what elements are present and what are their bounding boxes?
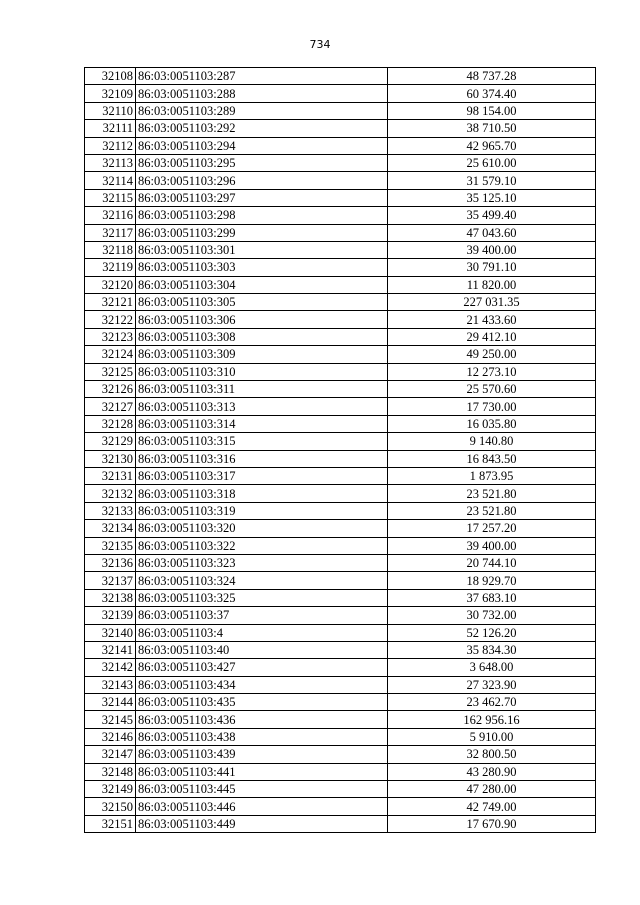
value-cell: 18 929.70 — [388, 572, 596, 589]
row-number-cell: 32118 — [85, 241, 136, 258]
cadastral-number-cell: 86:03:0051103:289 — [136, 102, 388, 119]
value-cell: 11 820.00 — [388, 276, 596, 293]
value-cell: 37 683.10 — [388, 589, 596, 606]
table-row — [85, 624, 596, 641]
row-number-cell: 32150 — [85, 798, 136, 815]
row-number-cell: 32119 — [85, 259, 136, 276]
row-number-cell: 32149 — [85, 781, 136, 798]
row-number-cell: 32121 — [85, 294, 136, 311]
cadastral-number-cell: 86:03:0051103:427 — [136, 659, 388, 676]
row-number-cell: 32137 — [85, 572, 136, 589]
cadastral-number-cell: 86:03:0051103:441 — [136, 763, 388, 780]
cadastral-number-cell: 86:03:0051103:287 — [136, 68, 388, 85]
table-row — [85, 607, 596, 624]
value-cell: 39 400.00 — [388, 241, 596, 258]
table-row — [85, 450, 596, 467]
row-number-cell: 32114 — [85, 172, 136, 189]
cadastral-number-cell: 86:03:0051103:439 — [136, 746, 388, 763]
value-cell: 227 031.35 — [388, 294, 596, 311]
cadastral-number-cell: 86:03:0051103:315 — [136, 433, 388, 450]
table-row — [85, 311, 596, 328]
table-row — [85, 467, 596, 484]
cadastral-number-cell: 86:03:0051103:301 — [136, 241, 388, 258]
cadastral-number-cell: 86:03:0051103:438 — [136, 728, 388, 745]
table-row — [85, 589, 596, 606]
table-row — [85, 746, 596, 763]
value-cell: 47 280.00 — [388, 781, 596, 798]
table-row — [85, 554, 596, 571]
value-cell: 43 280.90 — [388, 763, 596, 780]
cadastral-number-cell: 86:03:0051103:4 — [136, 624, 388, 641]
row-number-cell: 32151 — [85, 815, 136, 832]
value-cell: 16 035.80 — [388, 415, 596, 432]
row-number-cell: 32127 — [85, 398, 136, 415]
table-row — [85, 781, 596, 798]
table-body — [85, 68, 596, 833]
cadastral-number-cell: 86:03:0051103:436 — [136, 711, 388, 728]
row-number-cell: 32144 — [85, 694, 136, 711]
value-cell: 25 610.00 — [388, 154, 596, 171]
value-cell: 48 737.28 — [388, 68, 596, 85]
table-row — [85, 641, 596, 658]
value-cell: 3 648.00 — [388, 659, 596, 676]
row-number-cell: 32130 — [85, 450, 136, 467]
table-row — [85, 224, 596, 241]
cadastral-number-cell: 86:03:0051103:37 — [136, 607, 388, 624]
row-number-cell: 32142 — [85, 659, 136, 676]
table-row — [85, 189, 596, 206]
value-cell: 17 257.20 — [388, 520, 596, 537]
value-cell: 30 732.00 — [388, 607, 596, 624]
row-number-cell: 32131 — [85, 467, 136, 484]
cadastral-number-cell: 86:03:0051103:325 — [136, 589, 388, 606]
row-number-cell: 32124 — [85, 346, 136, 363]
table-row — [85, 172, 596, 189]
table-row — [85, 85, 596, 102]
cadastral-number-cell: 86:03:0051103:304 — [136, 276, 388, 293]
table-row — [85, 363, 596, 380]
cadastral-number-cell: 86:03:0051103:322 — [136, 537, 388, 554]
value-cell: 31 579.10 — [388, 172, 596, 189]
cadastral-number-cell: 86:03:0051103:288 — [136, 85, 388, 102]
cadastral-number-cell: 86:03:0051103:313 — [136, 398, 388, 415]
value-cell: 30 791.10 — [388, 259, 596, 276]
value-cell: 27 323.90 — [388, 676, 596, 693]
value-cell: 29 412.10 — [388, 328, 596, 345]
table-row — [85, 381, 596, 398]
row-number-cell: 32126 — [85, 381, 136, 398]
cadastral-number-cell: 86:03:0051103:40 — [136, 641, 388, 658]
cadastral-number-cell: 86:03:0051103:320 — [136, 520, 388, 537]
cadastral-number-cell: 86:03:0051103:445 — [136, 781, 388, 798]
cadastral-value-table — [84, 67, 596, 833]
cadastral-number-cell: 86:03:0051103:446 — [136, 798, 388, 815]
cadastral-number-cell: 86:03:0051103:296 — [136, 172, 388, 189]
table-row — [85, 502, 596, 519]
cadastral-number-cell: 86:03:0051103:292 — [136, 120, 388, 137]
table-row — [85, 676, 596, 693]
table-row — [85, 815, 596, 832]
value-cell: 35 499.40 — [388, 207, 596, 224]
row-number-cell: 32122 — [85, 311, 136, 328]
value-cell: 17 670.90 — [388, 815, 596, 832]
table-row — [85, 207, 596, 224]
cadastral-number-cell: 86:03:0051103:305 — [136, 294, 388, 311]
cadastral-number-cell: 86:03:0051103:308 — [136, 328, 388, 345]
cadastral-number-cell: 86:03:0051103:317 — [136, 467, 388, 484]
row-number-cell: 32116 — [85, 207, 136, 224]
row-number-cell: 32108 — [85, 68, 136, 85]
table-row — [85, 433, 596, 450]
page-number: 734 — [309, 38, 331, 51]
value-cell: 35 834.30 — [388, 641, 596, 658]
cadastral-number-cell: 86:03:0051103:324 — [136, 572, 388, 589]
cadastral-number-cell: 86:03:0051103:295 — [136, 154, 388, 171]
row-number-cell: 32145 — [85, 711, 136, 728]
row-number-cell: 32123 — [85, 328, 136, 345]
row-number-cell: 32109 — [85, 85, 136, 102]
row-number-cell: 32110 — [85, 102, 136, 119]
value-cell: 32 800.50 — [388, 746, 596, 763]
row-number-cell: 32143 — [85, 676, 136, 693]
row-number-cell: 32148 — [85, 763, 136, 780]
cadastral-number-cell: 86:03:0051103:298 — [136, 207, 388, 224]
table-row — [85, 798, 596, 815]
table-row — [85, 276, 596, 293]
value-cell: 5 910.00 — [388, 728, 596, 745]
row-number-cell: 32132 — [85, 485, 136, 502]
row-number-cell: 32140 — [85, 624, 136, 641]
value-cell: 38 710.50 — [388, 120, 596, 137]
table-row — [85, 137, 596, 154]
table-row — [85, 763, 596, 780]
table-row — [85, 694, 596, 711]
table-row — [85, 520, 596, 537]
value-cell: 23 462.70 — [388, 694, 596, 711]
cadastral-number-cell: 86:03:0051103:306 — [136, 311, 388, 328]
row-number-cell: 32135 — [85, 537, 136, 554]
table-row — [85, 102, 596, 119]
row-number-cell: 32113 — [85, 154, 136, 171]
value-cell: 35 125.10 — [388, 189, 596, 206]
value-cell: 47 043.60 — [388, 224, 596, 241]
value-cell: 21 433.60 — [388, 311, 596, 328]
value-cell: 49 250.00 — [388, 346, 596, 363]
row-number-cell: 32112 — [85, 137, 136, 154]
table-row — [85, 659, 596, 676]
cadastral-number-cell: 86:03:0051103:294 — [136, 137, 388, 154]
cadastral-number-cell: 86:03:0051103:309 — [136, 346, 388, 363]
value-cell: 17 730.00 — [388, 398, 596, 415]
row-number-cell: 32120 — [85, 276, 136, 293]
row-number-cell: 32117 — [85, 224, 136, 241]
table-row — [85, 328, 596, 345]
value-cell: 52 126.20 — [388, 624, 596, 641]
row-number-cell: 32129 — [85, 433, 136, 450]
row-number-cell: 32115 — [85, 189, 136, 206]
table-row — [85, 154, 596, 171]
row-number-cell: 32133 — [85, 502, 136, 519]
value-cell: 23 521.80 — [388, 502, 596, 519]
value-cell: 42 965.70 — [388, 137, 596, 154]
cadastral-number-cell: 86:03:0051103:311 — [136, 381, 388, 398]
value-cell: 25 570.60 — [388, 381, 596, 398]
row-number-cell: 32141 — [85, 641, 136, 658]
cadastral-number-cell: 86:03:0051103:434 — [136, 676, 388, 693]
cadastral-number-cell: 86:03:0051103:316 — [136, 450, 388, 467]
row-number-cell: 32146 — [85, 728, 136, 745]
cadastral-number-cell: 86:03:0051103:319 — [136, 502, 388, 519]
row-number-cell: 32138 — [85, 589, 136, 606]
table-row — [85, 346, 596, 363]
table-row — [85, 485, 596, 502]
value-cell: 20 744.10 — [388, 554, 596, 571]
value-cell: 9 140.80 — [388, 433, 596, 450]
value-cell: 39 400.00 — [388, 537, 596, 554]
cadastral-number-cell: 86:03:0051103:323 — [136, 554, 388, 571]
cadastral-number-cell: 86:03:0051103:314 — [136, 415, 388, 432]
cadastral-number-cell: 86:03:0051103:435 — [136, 694, 388, 711]
row-number-cell: 32136 — [85, 554, 136, 571]
value-cell: 42 749.00 — [388, 798, 596, 815]
value-cell: 23 521.80 — [388, 485, 596, 502]
table-row — [85, 68, 596, 85]
table-row — [85, 572, 596, 589]
value-cell: 12 273.10 — [388, 363, 596, 380]
cadastral-number-cell: 86:03:0051103:449 — [136, 815, 388, 832]
table-row — [85, 711, 596, 728]
table-row — [85, 259, 596, 276]
cadastral-number-cell: 86:03:0051103:297 — [136, 189, 388, 206]
cadastral-number-cell: 86:03:0051103:303 — [136, 259, 388, 276]
table-row — [85, 728, 596, 745]
table-row — [85, 398, 596, 415]
table-row — [85, 415, 596, 432]
row-number-cell: 32125 — [85, 363, 136, 380]
row-number-cell: 32128 — [85, 415, 136, 432]
value-cell: 16 843.50 — [388, 450, 596, 467]
row-number-cell: 32147 — [85, 746, 136, 763]
value-cell: 162 956.16 — [388, 711, 596, 728]
row-number-cell: 32139 — [85, 607, 136, 624]
value-cell: 1 873.95 — [388, 467, 596, 484]
table-row — [85, 241, 596, 258]
value-cell: 60 374.40 — [388, 85, 596, 102]
table-row — [85, 537, 596, 554]
table-row — [85, 120, 596, 137]
row-number-cell: 32111 — [85, 120, 136, 137]
value-cell: 98 154.00 — [388, 102, 596, 119]
cadastral-number-cell: 86:03:0051103:299 — [136, 224, 388, 241]
cadastral-number-cell: 86:03:0051103:310 — [136, 363, 388, 380]
table-row — [85, 294, 596, 311]
row-number-cell: 32134 — [85, 520, 136, 537]
cadastral-number-cell: 86:03:0051103:318 — [136, 485, 388, 502]
